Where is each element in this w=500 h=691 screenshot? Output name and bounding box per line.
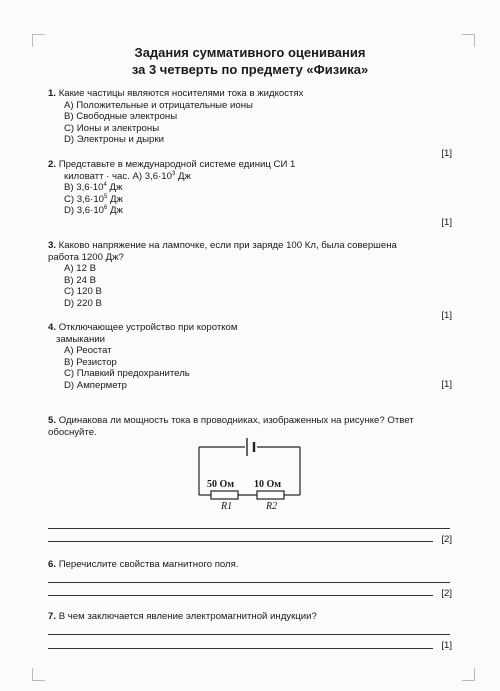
- question-text: работа 1200 Дж?: [48, 251, 124, 263]
- r1-value: 50 Ом: [207, 479, 235, 490]
- unit: Дж: [175, 170, 191, 182]
- score-mark: [1]: [441, 217, 452, 228]
- answer-option: В) Резистор: [64, 356, 117, 368]
- answer-option: D) Амперметр: [64, 379, 127, 391]
- answer-option: В) Свободные электроны: [64, 111, 178, 122]
- question-text: Представьте в международной системе единиц СИ 1: [58, 159, 296, 170]
- answer-option: С) $3,6\cdot 10^5$ Дж: [64, 193, 123, 205]
- r1-label: R1: [221, 501, 233, 512]
- question-4: [48, 322, 237, 391]
- question-2: [48, 159, 295, 217]
- answer-option: С) 120 В: [64, 286, 102, 297]
- answer-line: [48, 648, 433, 649]
- question-text: Отключающее устройство при коротком: [58, 322, 238, 333]
- answer-option: В) 24 В: [64, 274, 96, 286]
- question-number: 1.: [48, 88, 57, 99]
- circuit-diagram: [190, 433, 310, 515]
- resistor-r2: [257, 491, 284, 499]
- answer-option: D) $3,6\cdot 10^6$ Дж: [64, 205, 123, 216]
- answer-option: А) Положительные и отрицательные ионы: [64, 99, 253, 111]
- question-number: 4.: [48, 322, 57, 333]
- question-text: Одинакова ли мощность тока в проводниках, изображенных на рисунке? Ответ: [58, 415, 414, 426]
- score-mark: [2]: [441, 588, 452, 599]
- question-number: 3.: [48, 240, 57, 251]
- score-mark: [1]: [441, 379, 452, 390]
- page-title: Задания суммативного оценивания: [134, 45, 366, 60]
- crop-mark: [462, 668, 475, 681]
- question-1: [48, 88, 303, 146]
- question-text: Какие частицы являются носителями тока в жидкостях: [58, 88, 304, 99]
- battery-icon: [247, 438, 254, 456]
- question-number: 2.: [48, 159, 57, 170]
- exponent: 3: [171, 170, 176, 177]
- crop-mark: [32, 668, 45, 681]
- answer-option: D) Электроны и дырки: [64, 134, 164, 145]
- answer-option: D) 220 В: [64, 297, 102, 309]
- question-6: [48, 559, 239, 571]
- answer-line: [48, 541, 433, 542]
- question-text: В чем заключается явление электромагнитной индукции?: [58, 611, 317, 622]
- answer-option: С) Ионы и электроны: [64, 122, 160, 134]
- r2-value: 10 Ом: [254, 479, 282, 490]
- answer-option: А) Реостат: [64, 345, 112, 356]
- answer-line: [48, 595, 433, 596]
- score-mark: [1]: [441, 148, 452, 159]
- question-number: 6.: [48, 559, 57, 570]
- answer-option: А) 12 В: [64, 263, 96, 274]
- question-number: 7.: [48, 611, 57, 622]
- page-subtitle: за 3 четверть по предмету «Физика»: [131, 62, 369, 77]
- answer-option: В) $3,6\cdot 10^4$ Дж: [64, 182, 123, 193]
- answer-line: [48, 528, 450, 529]
- question-text: Перечислите свойства магнитного поля.: [58, 559, 239, 570]
- r2-label: R2: [266, 501, 278, 512]
- resistor-r1: [211, 491, 238, 499]
- question-number: 5.: [48, 415, 57, 426]
- answer-option: С) Плавкий предохранитель: [64, 368, 190, 379]
- question-3: [48, 240, 397, 309]
- score-mark: [2]: [441, 534, 452, 545]
- answer-line: [48, 582, 450, 583]
- question-text: обоснуйте.: [48, 426, 97, 438]
- question-7: [48, 611, 317, 623]
- question-text: Каково напряжение на лампочке, если при заряде 100 Кл, была совершена: [56, 240, 397, 251]
- score-mark: [1]: [441, 310, 452, 321]
- question-text: замыкании: [56, 333, 105, 345]
- score-mark: [1]: [441, 640, 452, 651]
- question-text: киловатт · час. А) 3,6·10: [64, 170, 172, 182]
- answer-line: [48, 634, 450, 635]
